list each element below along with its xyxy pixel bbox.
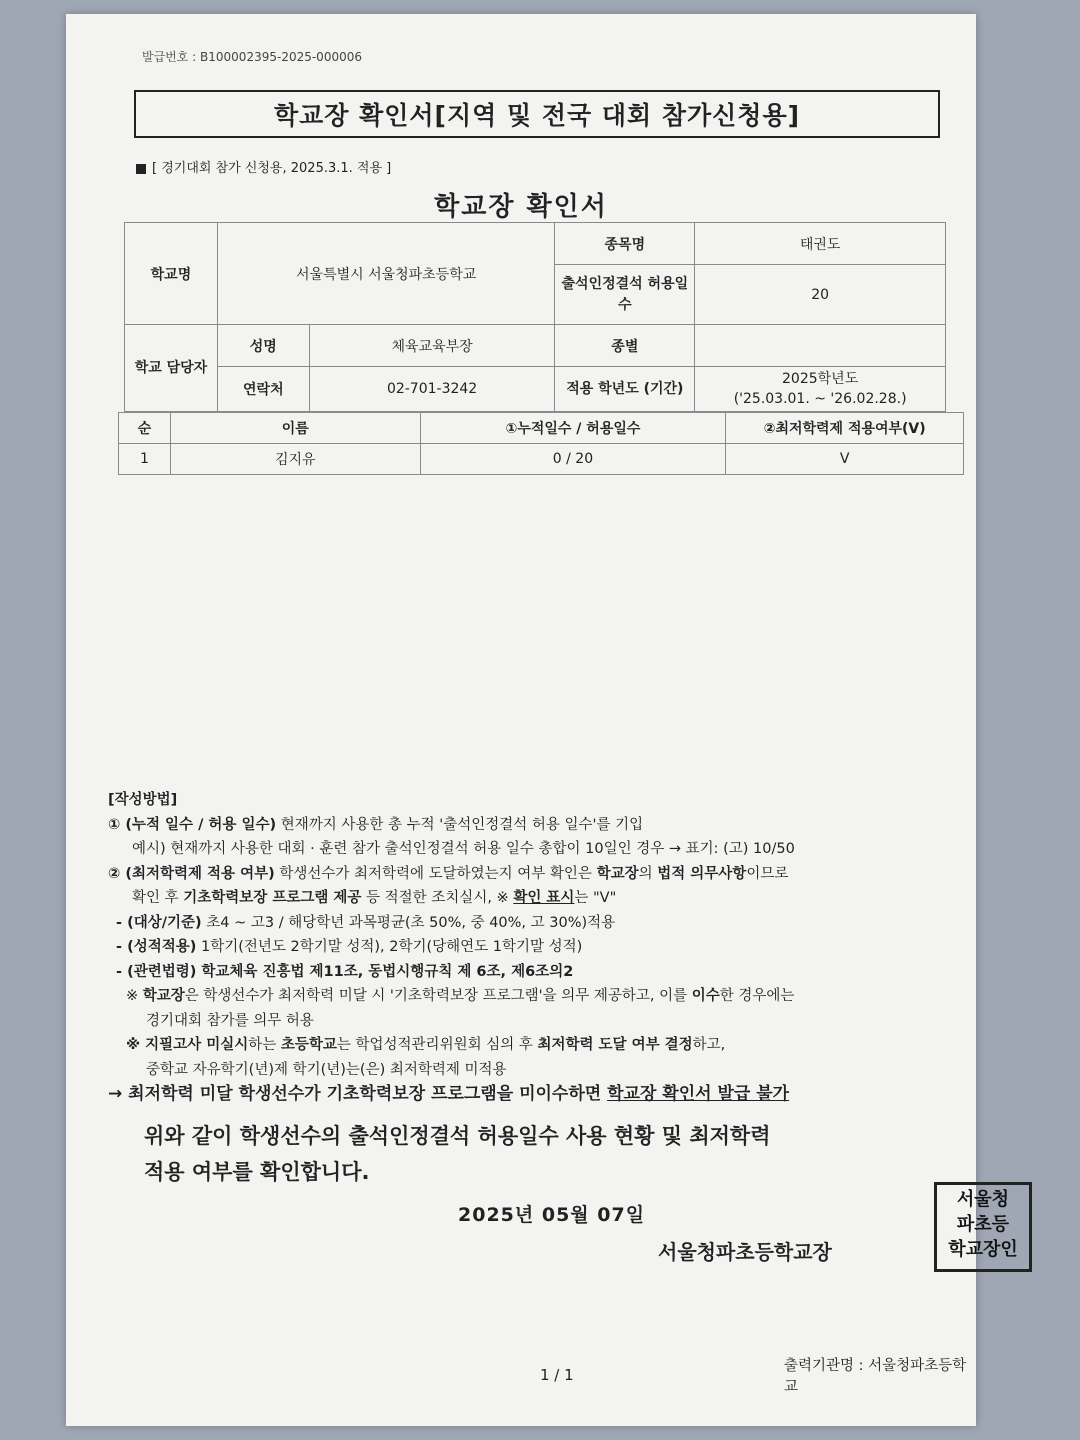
contact-label: 연락처 (217, 367, 309, 412)
row-days: 0 / 20 (420, 444, 726, 475)
year-value: 2025학년도 (782, 371, 859, 387)
student-list-table (118, 412, 964, 475)
column-header-number: 순 (119, 413, 171, 444)
issue-number: 발급번호 : B100002395-2025-000006 (142, 50, 362, 64)
instruction-line: - (관련법령) 학교체육 진흥법 제11조, 동법시행규칙 제 6조, 제6조의2 (116, 963, 574, 980)
year-cell (695, 367, 946, 412)
contact-value: 02-701-3242 (309, 367, 555, 412)
instruction-line: → 최저학력 미달 학생선수가 기초학력보장 프로그램을 미이수하면 학교장 확인서 발급 불가 (108, 1084, 790, 1104)
subtitle (136, 157, 391, 176)
confirmation-line-2: 적용 여부를 확인합니다. (144, 1160, 370, 1184)
instruction-line: ※ 지필고사 미실시하는 초등학교는 학업성적관리위원회 심의 후 최저학력 도달 여부 결정하고, (126, 1037, 726, 1053)
absence-days-value: 20 (695, 265, 946, 325)
table-row (119, 444, 964, 475)
year-label: 적용 학년도 (기간) (555, 367, 695, 412)
main-title: 학교장 확인서[지역 및 전국 대회 참가신청용] (134, 90, 940, 138)
school-info-table (124, 222, 946, 412)
instruction-line: 중학교 자유학기(년)제 학기(년)는(은) 최저학력제 미적용 (146, 1061, 507, 1078)
column-header-name: 이름 (170, 413, 420, 444)
instruction-line: 확인 후 기초학력보장 프로그램 제공 등 적절한 조치실시, ※ 확인 표시는 "V" (132, 890, 617, 906)
subtitle-text: [ 경기대회 참가 신청용, 2025.3.1. 적용 ] (152, 161, 392, 176)
confirmation-statement (144, 1118, 771, 1190)
square-bullet-icon (136, 164, 146, 174)
printer-institution: 출력기관명 : 서울청파초등학교 (784, 1358, 967, 1395)
period-value: ('25.03.01. ~ '26.02.28.) (733, 391, 907, 407)
gender-label: 종별 (555, 325, 695, 367)
row-student-name: 김지유 (170, 444, 420, 475)
instruction-line: ② (최저학력제 적용 여부) 학생선수가 최저학력에 도달하였는지 여부 확인은 학교장의 법적 의무사항이므로 (108, 865, 789, 882)
school-name-value: 서울특별시 서울청파초등학교 (217, 223, 555, 325)
column-header-minimum-grade: ②최저학력제 적용여부(V) (726, 413, 964, 444)
principal-name: 서울청파초등학교장 (658, 1240, 832, 1264)
name-label: 성명 (217, 325, 309, 367)
confirmation-line-1: 위와 같이 학생선수의 출석인정결석 허용일수 사용 현황 및 최저학력 (144, 1124, 771, 1148)
gender-value (695, 325, 946, 367)
instruction-line: - (성적적용) 1학기(전년도 2학기말 성적), 2학기(당해연도 1학기말 성적) (116, 939, 583, 955)
instruction-line: 예시) 현재까지 사용한 대회 · 훈련 참가 출석인정결석 허용 일수 총합이 10일인 경우 → 표기: (고) 10/50 (132, 841, 795, 857)
writing-instructions (108, 788, 968, 1107)
instruction-line: - (대상/기준) 초4 ~ 고3 / 해당학년 과목평균(초 50%, 중 40%, 고 30%)적용 (116, 914, 616, 931)
instruction-line: 경기대회 참가를 의무 허용 (146, 1012, 314, 1029)
instruction-line: ① (누적 일수 / 허용 일수) 현재까지 사용한 총 누적 '출석인정결석 허용 일수'를 기입 (108, 816, 644, 833)
sport-value: 태권도 (695, 223, 946, 265)
official-seal-stamp: 서울청 파초등 학교장인 (934, 1182, 1032, 1272)
page-number: 1 / 1 (540, 1366, 574, 1384)
row-minimum-grade-check: V (726, 444, 964, 475)
manager-label: 학교 담당자 (125, 325, 218, 412)
document-heading: 학교장 확인서 (434, 192, 608, 222)
document-page (66, 14, 1018, 1426)
school-name-label: 학교명 (125, 223, 218, 325)
column-header-days: ①누적일수 / 허용일수 (420, 413, 726, 444)
instructions-heading: [작성방법] (108, 792, 178, 808)
row-number: 1 (119, 444, 171, 475)
absence-days-label: 출석인정결석 허용일수 (555, 265, 695, 325)
sport-label: 종목명 (555, 223, 695, 265)
issue-date: 2025년 05월 07일 (458, 1204, 646, 1226)
instruction-line: ※ 학교장은 학생선수가 최저학력 미달 시 '기초학력보장 프로그램'을 의무 제공하고, 이를 이수한 경우에는 (126, 988, 795, 1004)
name-value: 체육교육부장 (309, 325, 555, 367)
